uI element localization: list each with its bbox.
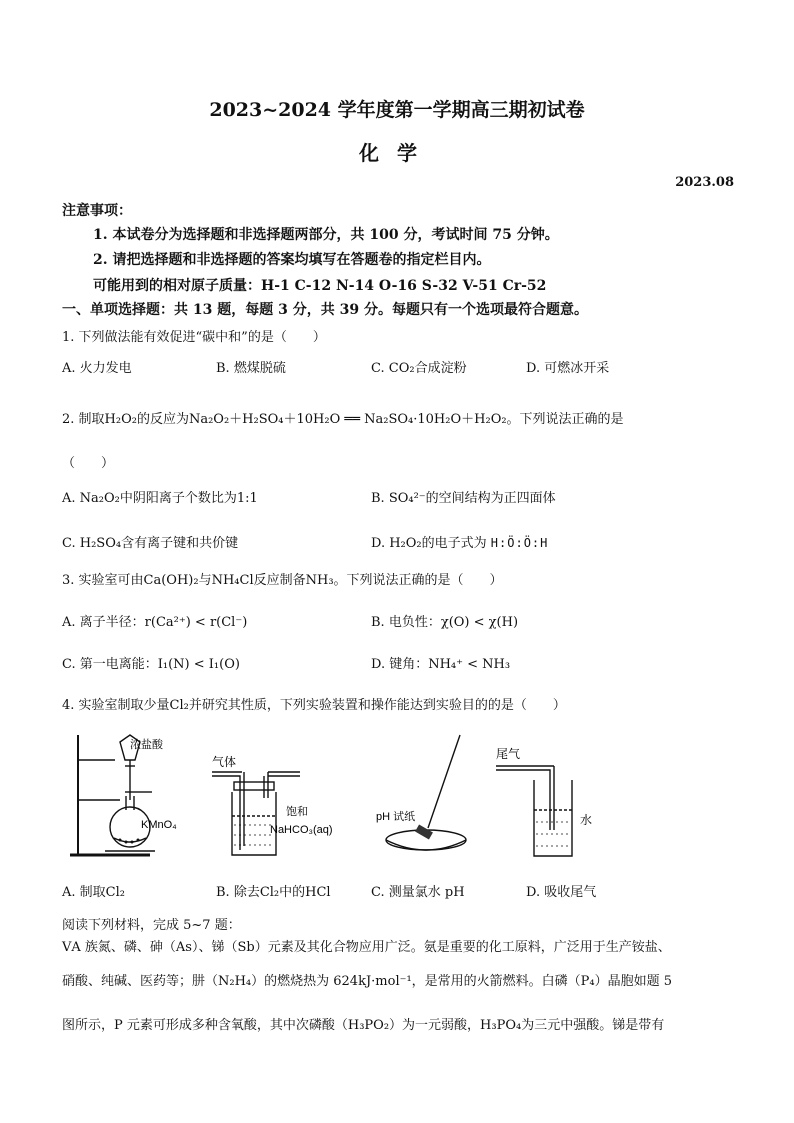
q3-option-b: B. 电负性：χ(O) < χ(H) — [371, 615, 519, 630]
subject-title: 化学 — [359, 141, 435, 165]
q2-stem: 2. 制取H₂O₂的反应为Na₂O₂＋H₂SO₄＋10H₂O ══ Na₂SO₄·10H₂O＋H₂O₂。下列说法正确的是 — [62, 412, 624, 427]
ph-paper-label: pH 试纸 — [376, 811, 416, 823]
saturated-label: 饱和 — [286, 806, 308, 818]
notice-item-2: 2. 请把选择题和非选择题的答案均填写在答题卷的指定栏目内。 — [93, 252, 491, 268]
q3-stem: 3. 实验室可由Ca(OH)₂与NH₄Cl反应制备NH₃。下列说法正确的是（ ） — [62, 573, 503, 588]
section1-heading: 一、单项选择题：共 13 题，每题 3 分，共 39 分。每题只有一个选项最符合题意。 — [62, 302, 588, 318]
q1-option-b: B. 燃煤脱硫 — [216, 361, 286, 376]
water-label: 水 — [580, 813, 593, 827]
q2-option-a: A. Na₂O₂中阴阳离子个数比为1:1 — [62, 491, 258, 506]
q4-option-a: A. 制取Cl₂ — [62, 885, 125, 900]
page-title: 2023~2024 学年度第一学期高三期初试卷 — [209, 99, 585, 121]
atomic-mass: 可能用到的相对原子质量：H-1 C-12 N-14 O-16 S-32 V-51 Cr-52 — [93, 278, 547, 294]
exam-date: 2023.08 — [675, 175, 734, 190]
apparatus-a-diagram — [70, 730, 200, 860]
q4-option-c: C. 测量氯水 pH — [371, 885, 465, 900]
h2o2-electron-formula: H:Ö:Ö:H — [490, 536, 549, 550]
q3-option-a: A. 离子半径：r(Ca²⁺) < r(Cl⁻) — [62, 615, 248, 630]
q2-option-b: B. SO₄²⁻的空间结构为正四面体 — [371, 491, 556, 506]
q3-option-c: C. 第一电离能：I₁(N) < I₁(O) — [62, 657, 240, 672]
notice-item-1: 1. 本试卷分为选择题和非选择题两部分，共 100 分，考试时间 75 分钟。 — [93, 227, 559, 243]
apparatus-c-diagram — [376, 730, 486, 860]
reading-line-3: 图所示，P 元素可形成多种含氧酸，其中次磷酸（H₃PO₂）为一元弱酸，H₃PO₄为三元中强酸。锑是带有 — [62, 1018, 665, 1033]
apparatus-b-diagram — [212, 730, 352, 860]
gas-label: 气体 — [212, 755, 237, 769]
tail-gas-label: 尾气 — [496, 747, 521, 761]
reading-intro: 阅读下列材料，完成 5~7 题： — [62, 918, 241, 933]
notice-heading: 注意事项： — [62, 203, 132, 219]
q4-option-b: B. 除去Cl₂中的HCl — [216, 885, 331, 900]
q2-option-c: C. H₂SO₄含有离子键和共价键 — [62, 536, 239, 551]
conc-hcl-label: 浓盐酸 — [130, 739, 163, 751]
q1-option-c: C. CO₂合成淀粉 — [371, 361, 467, 376]
q4-stem: 4. 实验室制取少量Cl₂并研究其性质，下列实验装置和操作能达到实验目的的是（ ） — [62, 698, 566, 713]
kmno4-label: KMnO₄ — [141, 819, 177, 831]
q3-option-d: D. 键角：NH₄⁺ < NH₃ — [371, 657, 511, 672]
q1-option-d: D. 可燃冰开采 — [526, 361, 610, 376]
q1-option-a: A. 火力发电 — [62, 361, 132, 376]
nahco3-label: NaHCO₃(aq) — [270, 824, 333, 836]
apparatus-d-diagram — [496, 730, 606, 860]
q2-paren: （ ） — [62, 456, 115, 471]
q2-option-d — [371, 532, 548, 551]
q2-option-d-text: D. H₂O₂的电子式为 — [371, 536, 487, 551]
reading-line-1: ⅤA 族氮、磷、砷（As）、锑（Sb）元素及其化合物应用广泛。氨是重要的化工原料，广泛用于生产铵盐、 — [62, 940, 671, 955]
q1-stem: 1. 下列做法能有效促进“碳中和”的是（ ） — [62, 330, 326, 345]
reading-line-2: 硝酸、纯碱、医药等；肼（N₂H₄）的燃烧热为 624kJ·mol⁻¹，是常用的火箭燃料。白磷（P₄）晶胞如题 5 — [62, 974, 673, 989]
q4-option-d: D. 吸收尾气 — [526, 885, 597, 900]
